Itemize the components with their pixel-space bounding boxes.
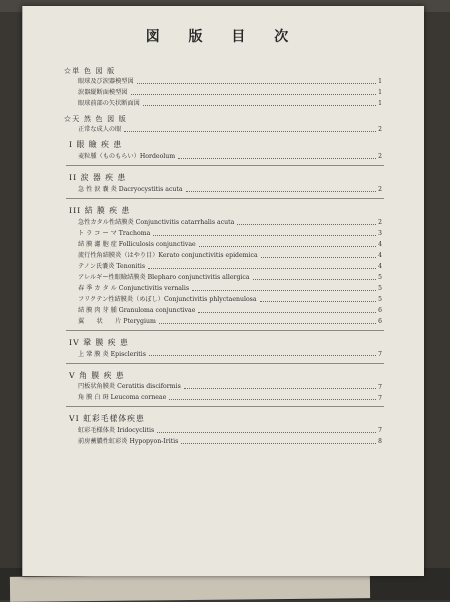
entry-page-number: 2: [378, 126, 382, 134]
divider-rule: [66, 363, 384, 364]
toc-entry: [78, 242, 382, 248]
entry-page-number: 7: [378, 427, 382, 435]
chapter-heading: IV 鞏 膜 疾 患: [69, 337, 129, 347]
dot-leader: [124, 130, 376, 132]
toc-entry: [78, 127, 382, 133]
dot-leader: [181, 442, 376, 444]
entry-label: テノン氏嚢炎 Tenonitis: [78, 262, 146, 270]
chapter-heading: VI 虹彩毛様体疾患: [69, 414, 145, 424]
section-heading: ☆単 色 図 版: [64, 67, 116, 75]
entry-label: 結 膜 濾 胞 症 Folliculosis conjunctivae: [78, 240, 196, 248]
dot-leader: [169, 398, 376, 400]
entry-page-number: 8: [378, 438, 382, 446]
entry-label: 急性カタル性結膜炎 Conjunctivitis catarrhalis acuta: [78, 218, 235, 226]
toc-entry: [78, 253, 382, 259]
entry-label: フリクテン性結膜炎（めぼし）Conjunctivitis phlyctaenulosa: [78, 295, 257, 303]
entry-label: 円板状角膜炎 Ceratitis disciformis: [78, 383, 181, 391]
chapter-heading: III 結 膜 疾 患: [69, 206, 131, 215]
entry-label: 急 性 涙 嚢 炎 Dacryocystitis acuta: [78, 186, 183, 193]
entry-label: 前房蓄膿性虹彩炎 Hypopyon-Iritis: [78, 438, 179, 446]
entry-page-number: 4: [378, 263, 382, 270]
toc-entry: [78, 439, 382, 445]
dot-leader: [178, 157, 376, 159]
dot-leader: [253, 278, 377, 280]
entry-label: 眼球前部の矢状断面図: [78, 100, 140, 107]
entry-label: 春 季 カ タ ル Conjunctivitis vernalis: [78, 284, 190, 292]
toc-entry: [78, 286, 382, 292]
divider-rule: [66, 330, 384, 331]
dot-leader: [153, 234, 376, 236]
toc-entry: [78, 79, 382, 85]
page-edge-shadow: [22, 6, 23, 576]
toc-entry: [78, 428, 382, 434]
divider-rule: [66, 406, 384, 407]
entry-page-number: 1: [378, 100, 382, 108]
divider-rule: [66, 198, 384, 199]
dot-leader: [237, 223, 376, 225]
section-heading: ☆天 然 色 図 版: [64, 115, 127, 124]
chapter-heading: I 眼 瞼 疾 患: [69, 140, 123, 150]
dot-leader: [184, 387, 376, 389]
entry-page-number: 5: [378, 274, 382, 281]
entry-page-number: 7: [378, 350, 382, 358]
entry-page-number: 1: [378, 78, 382, 86]
underlying-sheet: [10, 573, 370, 602]
entry-label: ト ラ コ ー マ Trachoma: [78, 229, 151, 237]
entry-page-number: 4: [378, 241, 382, 248]
chapter-heading: II 涙 器 疾 患: [69, 173, 127, 183]
dot-leader: [159, 322, 376, 324]
dot-leader: [148, 267, 376, 269]
divider-rule: [66, 165, 384, 166]
entry-page-number: 7: [378, 383, 382, 391]
dot-leader: [260, 300, 377, 302]
dot-leader: [149, 354, 376, 356]
entry-label: 翼 状 片 Pterygium: [78, 317, 156, 325]
entry-page-number: 1: [378, 89, 382, 97]
dot-leader: [157, 431, 376, 433]
toc-entry: [78, 220, 382, 226]
toc-entry: [78, 395, 382, 401]
dot-leader: [198, 311, 376, 313]
book-page: [22, 6, 424, 576]
entry-page-number: 6: [378, 307, 382, 314]
entry-label: 角 膜 白 斑 Leucoma corneae: [78, 394, 167, 402]
entry-page-number: 2: [378, 186, 382, 194]
toc-entry: [78, 90, 382, 96]
toc-entry: [78, 101, 382, 107]
entry-page-number: 6: [378, 318, 382, 325]
entry-label: 正常な成人の眼: [78, 126, 122, 134]
dot-leader: [137, 82, 376, 84]
dot-leader: [143, 104, 376, 106]
toc-entry: [78, 319, 382, 325]
entry-page-number: 3: [378, 230, 382, 237]
toc-entry: [78, 154, 382, 160]
entry-label: 眼球及び涙器模型図: [78, 78, 134, 85]
toc-entry: [78, 187, 382, 193]
entry-label: 流行性角結膜炎（はやり目）Kerato conjunctivitis epidemica: [78, 251, 258, 259]
entry-page-number: 2: [378, 219, 382, 226]
toc-entry: [78, 264, 382, 270]
entry-label: アレルギー性眼瞼結膜炎 Blepharo conjunctivitis allergica: [78, 273, 250, 281]
toc-entry: [78, 275, 382, 281]
entry-label: 麦粒腫（ものもらい）Hordeolum: [78, 153, 176, 161]
toc-entry: [78, 297, 382, 303]
entry-label: 上 鞏 膜 炎 Episcleritis: [78, 350, 146, 358]
chapter-heading: V 角 膜 疾 患: [69, 370, 125, 380]
entry-page-number: 4: [378, 252, 382, 259]
dot-leader: [192, 289, 376, 291]
page-title: 図 版 目 次: [145, 29, 301, 45]
entry-page-number: 5: [378, 285, 382, 292]
dot-leader: [261, 256, 376, 258]
toc-entry: [78, 384, 382, 390]
table-of-contents: [64, 68, 382, 450]
entry-page-number: 5: [378, 296, 382, 303]
entry-label: 涙器縦断面模型図: [78, 89, 128, 96]
toc-entry: [78, 352, 382, 358]
entry-label: 虹彩毛様体炎 Iridocyclitis: [78, 427, 155, 435]
dot-leader: [131, 93, 377, 95]
toc-entry: [78, 308, 382, 314]
entry-page-number: 7: [378, 394, 382, 402]
toc-entry: [78, 231, 382, 237]
entry-label: 結 膜 肉 芽 腫 Granuloma conjunctivae: [78, 306, 196, 314]
dot-leader: [199, 245, 376, 247]
dot-leader: [186, 190, 377, 192]
entry-page-number: 2: [378, 153, 382, 161]
